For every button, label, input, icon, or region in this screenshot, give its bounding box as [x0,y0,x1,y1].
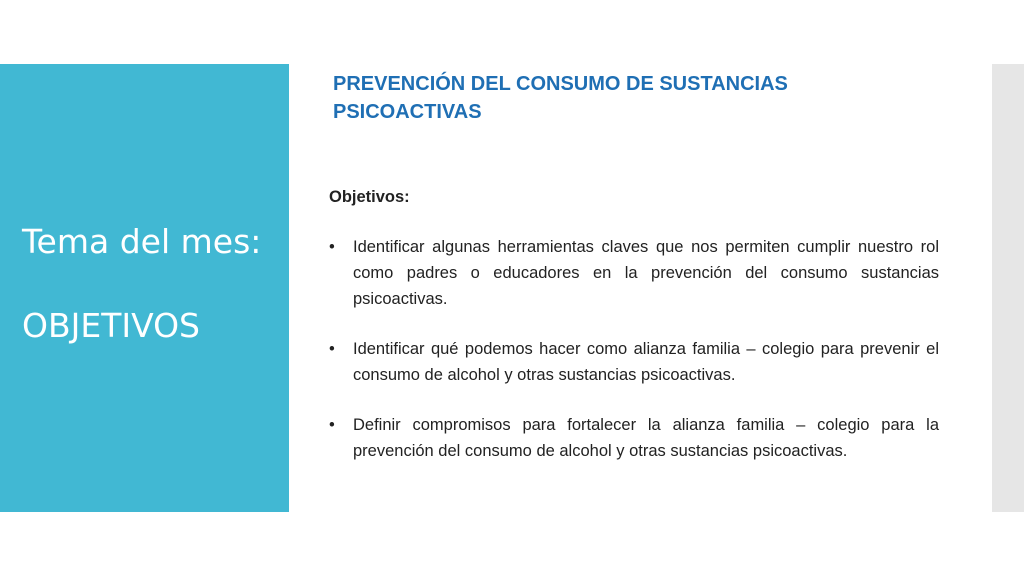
right-gray-strip [992,64,1024,512]
list-item [329,412,939,464]
content-heading [333,70,933,126]
bullet-icon: • [329,238,335,256]
list-item [329,234,939,312]
heading-line-1: PREVENCIÓN DEL CONSUMO DE SUSTANCIAS [333,73,788,95]
objectives-list [329,234,939,464]
bullet-icon: • [329,416,335,434]
objectives-label: Objetivos: [329,188,410,206]
list-item-text: Definir compromisos para fortalecer la alianza familia – colegio para la prevención del consumo de alcohol y otras sustancias psicoactivas. [353,416,939,460]
list-item-text: Identificar qué podemos hacer como alianza familia – colegio para prevenir el consumo de alcohol y otras sustancias psicoactivas. [353,340,939,384]
slide-title: Tema del mes: [22,222,262,261]
heading-line-2: PSICOACTIVAS [333,101,482,123]
bullet-icon: • [329,340,335,358]
list-item [329,336,939,388]
objectives-body [329,184,939,488]
left-color-panel [0,64,289,512]
slide-subtitle: OBJETIVOS [22,306,201,345]
list-item-text: Identificar algunas herramientas claves que nos permiten cumplir nuestro rol como padres o educadores en la prevención del consumo sustancias psicoactivas. [353,238,939,308]
